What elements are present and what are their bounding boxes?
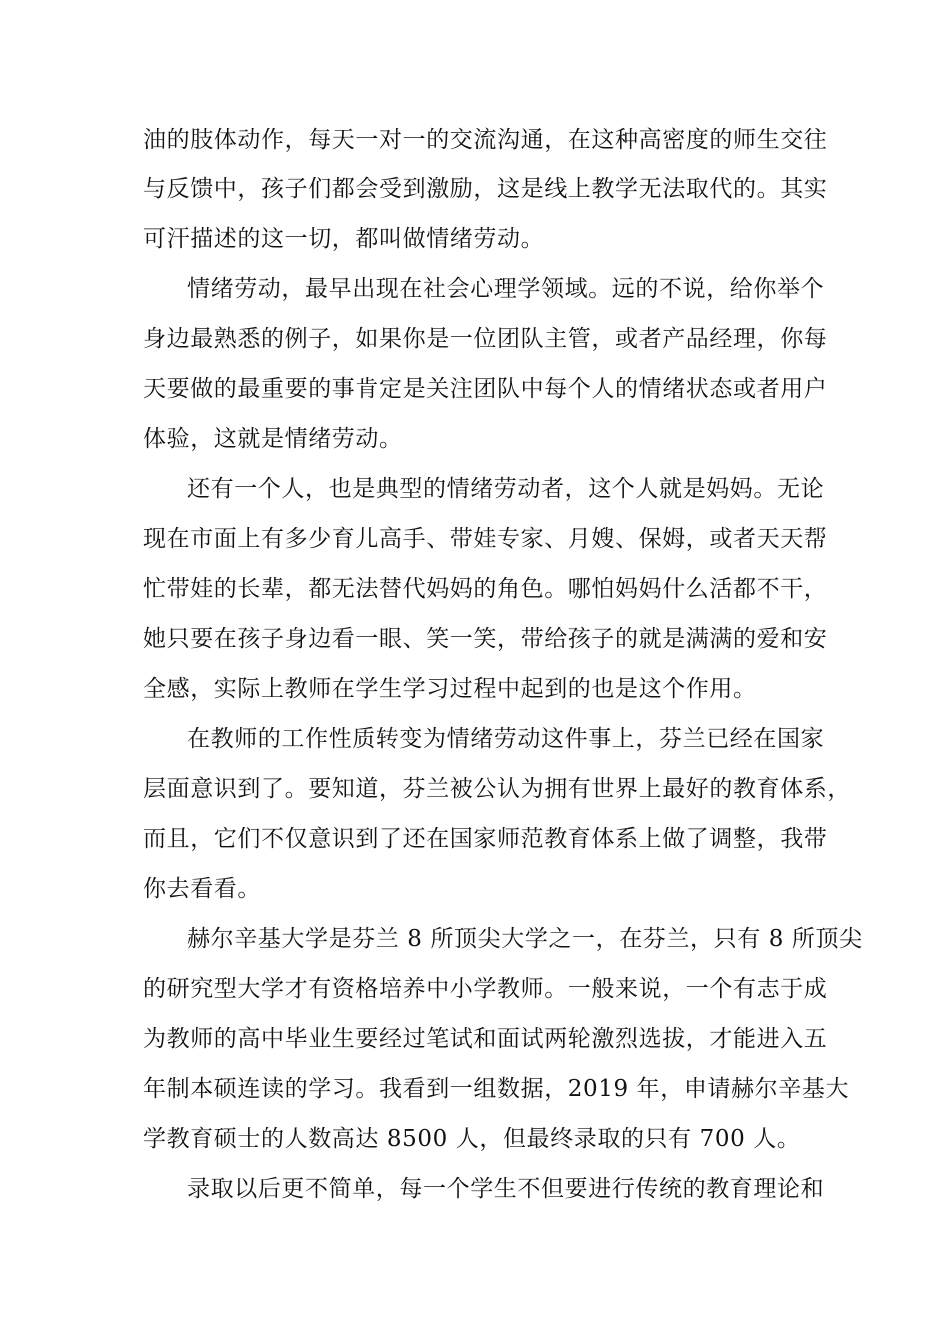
text-line: 可汗描述的这一切，都叫做情绪劳动。 <box>143 226 545 252</box>
text-line: 体验，这就是情绪劳动。 <box>143 426 403 452</box>
text-line: 的研究型大学才有资格培养中小学教师。一般来说，一个有志于成 <box>143 976 828 1002</box>
text-line: 而且，它们不仅意识到了还在国家师范教育体系上做了调整，我带 <box>143 826 828 852</box>
text-line: 学教育硕士的人数高达 8500 人，但最终录取的只有 700 人。 <box>143 1126 801 1152</box>
text-line: 她只要在孩子身边看一眼、笑一笑，带给孩子的就是满满的爱和安 <box>143 626 828 652</box>
text-line: 全感，实际上教师在学生学习过程中起到的也是这个作用。 <box>143 676 757 702</box>
text-line: 油的肢体动作，每天一对一的交流沟通，在这种高密度的师生交往 <box>143 127 828 153</box>
paragraph-first-line: 情绪劳动，最早出现在社会心理学领域。远的不说，给你举个 <box>187 276 825 302</box>
paragraph-first-line: 在教师的工作性质转变为情绪劳动这件事上，芬兰已经在国家 <box>187 726 825 752</box>
paragraph-first-line: 录取以后更不简单，每一个学生不但要进行传统的教育理论和 <box>187 1176 825 1202</box>
text-line: 现在市面上有多少育儿高手、带娃专家、月嫂、保姆，或者天天帮 <box>143 526 828 552</box>
text-line: 天要做的最重要的事肯定是关注团队中每个人的情绪状态或者用户 <box>143 376 828 402</box>
text-line: 年制本硕连读的学习。我看到一组数据，2019 年，申请赫尔辛基大 <box>143 1076 850 1102</box>
text-line: 为教师的高中毕业生要经过笔试和面试两轮激烈选拔，才能进入五 <box>143 1026 828 1052</box>
paragraph-first-line: 赫尔辛基大学是芬兰 8 所顶尖大学之一，在芬兰，只有 8 所顶尖 <box>187 926 863 952</box>
text-line: 身边最熟悉的例子，如果你是一位团队主管，或者产品经理，你每 <box>143 326 828 352</box>
paragraph-first-line: 还有一个人，也是典型的情绪劳动者，这个人就是妈妈。无论 <box>187 476 825 502</box>
text-line: 与反馈中，孩子们都会受到激励，这是线上教学无法取代的。其实 <box>143 176 828 202</box>
text-line: 忙带娃的长辈，都无法替代妈妈的角色。哪怕妈妈什么活都不干， <box>143 576 828 602</box>
text-line: 你去看看。 <box>143 876 261 902</box>
text-line: 层面意识到了。要知道，芬兰被公认为拥有世界上最好的教育体系， <box>143 776 851 802</box>
